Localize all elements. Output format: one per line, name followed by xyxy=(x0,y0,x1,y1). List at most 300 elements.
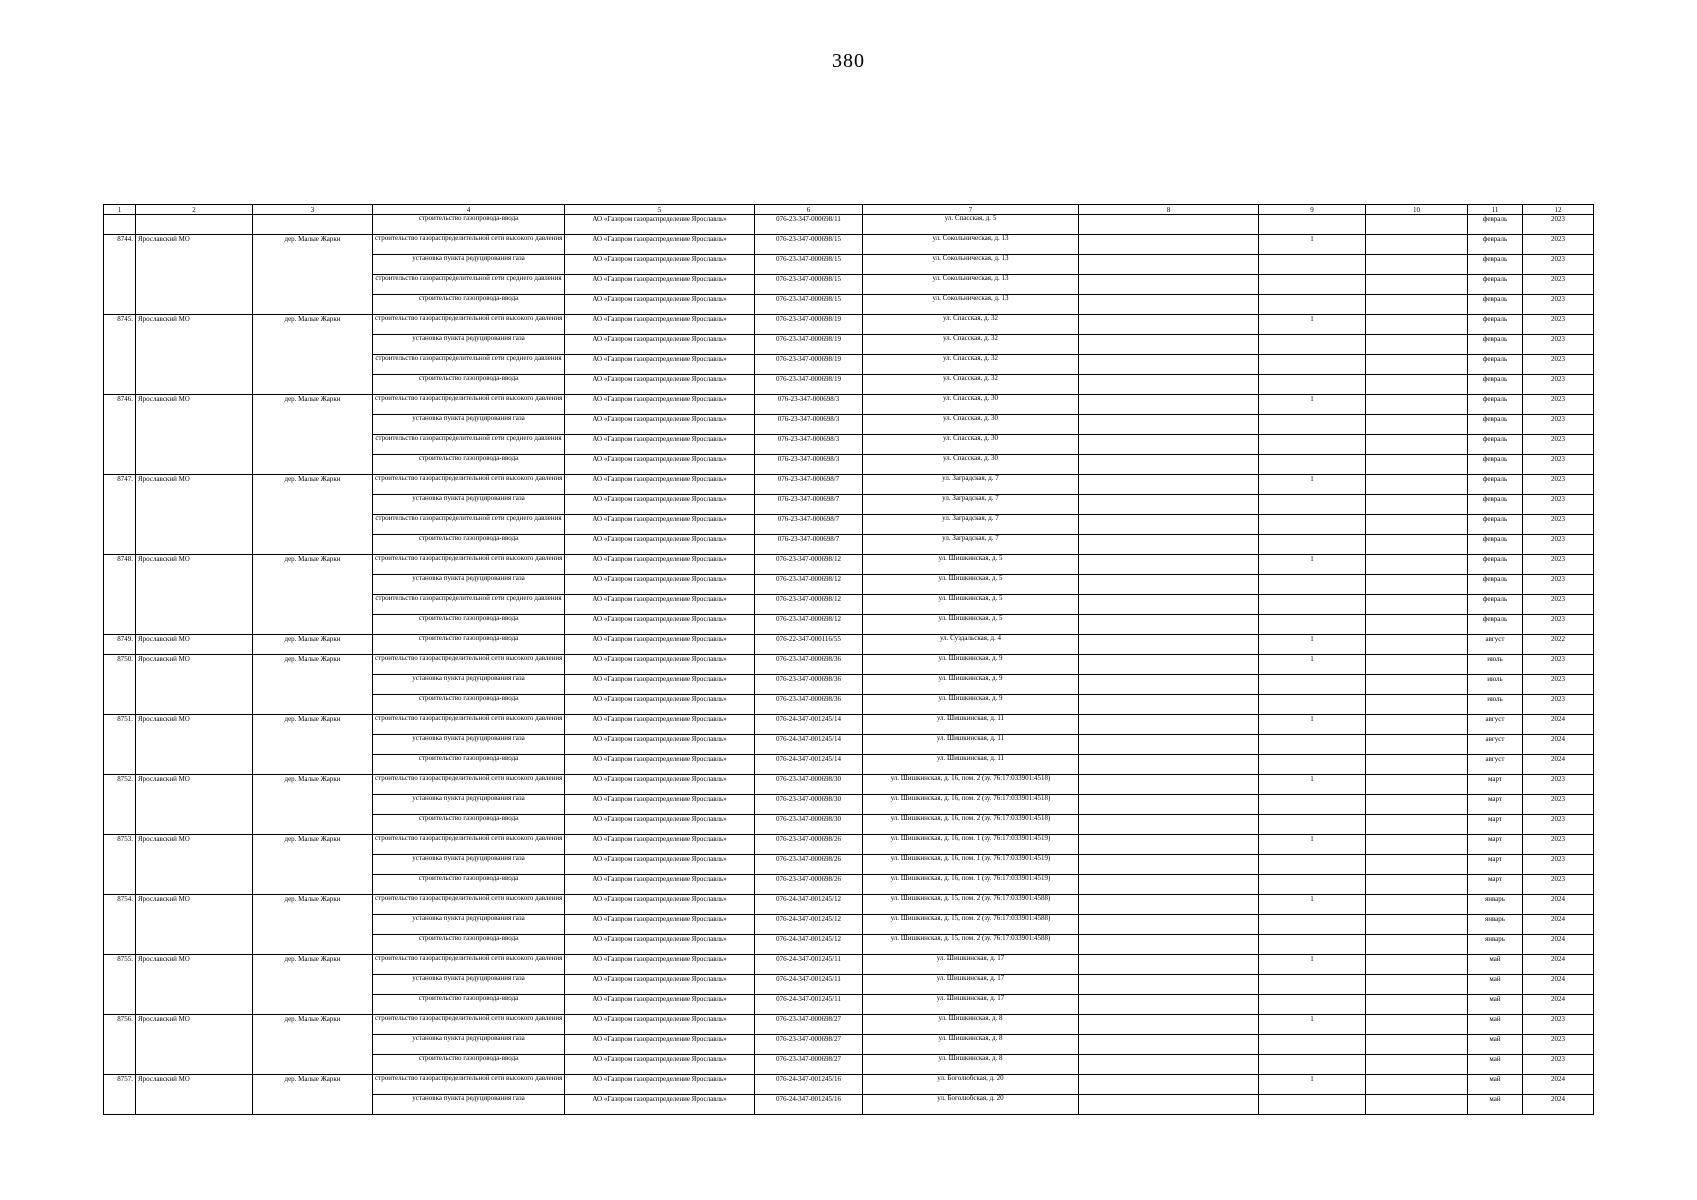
quantity-cell xyxy=(1259,275,1366,295)
year-cell: 2023 xyxy=(1523,495,1594,515)
row-number: 8755. xyxy=(104,955,136,1015)
year-cell: 2024 xyxy=(1523,915,1594,935)
contract-number-cell: 076-24-347-001245/14 xyxy=(755,755,863,775)
work-type-cell: установка пункта редуцирования газа xyxy=(373,1035,565,1055)
column-10-cell xyxy=(1366,955,1468,975)
column-8-cell xyxy=(1079,435,1259,455)
month-cell: февраль xyxy=(1468,415,1523,435)
organization-cell: АО «Газпром газораспределение Ярославль» xyxy=(565,1035,755,1055)
quantity-cell xyxy=(1259,615,1366,635)
column-8-cell xyxy=(1079,855,1259,875)
page-number: 380 xyxy=(832,50,865,72)
address-cell: ул. Боголюбская, д. 20 xyxy=(863,1095,1079,1115)
address-cell: ул. Шишкинская, д. 11 xyxy=(863,735,1079,755)
address-cell: ул. Шишкинская, д. 17 xyxy=(863,995,1079,1015)
column-header-6: 6 xyxy=(755,205,863,215)
column-10-cell xyxy=(1366,995,1468,1015)
organization-cell: АО «Газпром газораспределение Ярославль» xyxy=(565,315,755,335)
quantity-cell xyxy=(1259,435,1366,455)
column-10-cell xyxy=(1366,255,1468,275)
organization-cell: АО «Газпром газораспределение Ярославль» xyxy=(565,215,755,235)
year-cell: 2023 xyxy=(1523,395,1594,415)
contract-number-cell: 076-24-347-001245/12 xyxy=(755,895,863,915)
year-cell: 2023 xyxy=(1523,475,1594,495)
column-8-cell xyxy=(1079,295,1259,315)
quantity-cell: 1 xyxy=(1259,655,1366,675)
row-number: 8746. xyxy=(104,395,136,475)
column-8-cell xyxy=(1079,215,1259,235)
column-10-cell xyxy=(1366,275,1468,295)
month-cell: февраль xyxy=(1468,535,1523,555)
month-cell: август xyxy=(1468,715,1523,735)
address-cell: ул. Спасская, д. 30 xyxy=(863,395,1079,415)
work-type-cell: строительство газопровода-ввода xyxy=(373,695,565,715)
year-cell: 2023 xyxy=(1523,1035,1594,1055)
column-header-12: 12 xyxy=(1523,205,1594,215)
settlement-cell: дер. Малые Жарки xyxy=(253,775,373,835)
year-cell: 2023 xyxy=(1523,835,1594,855)
column-8-cell xyxy=(1079,715,1259,735)
column-10-cell xyxy=(1366,835,1468,855)
work-type-cell: строительство газораспределительной сети среднего давления xyxy=(373,275,565,295)
month-cell: май xyxy=(1468,1015,1523,1035)
year-cell: 2023 xyxy=(1523,775,1594,795)
row-number: 8757. xyxy=(104,1075,136,1115)
column-header-11: 11 xyxy=(1468,205,1523,215)
year-cell: 2023 xyxy=(1523,295,1594,315)
work-type-cell: строительство газопровода-ввода xyxy=(373,1055,565,1075)
address-cell: ул. Шишкинская, д. 8 xyxy=(863,1035,1079,1055)
quantity-cell xyxy=(1259,515,1366,535)
address-cell: ул. Шишкинская, д. 16, пом. 1 (зу. 76:17:033901:4519) xyxy=(863,835,1079,855)
address-cell: ул. Шишкинская, д. 16, пом. 1 (зу. 76:17:033901:4519) xyxy=(863,855,1079,875)
column-10-cell xyxy=(1366,1095,1468,1115)
address-cell: ул. Сокольническая, д. 13 xyxy=(863,255,1079,275)
row-number xyxy=(104,215,136,235)
table-row xyxy=(104,635,1594,655)
contract-number-cell: 076-23-347-000698/26 xyxy=(755,855,863,875)
work-type-cell: строительство газопровода-ввода xyxy=(373,935,565,955)
year-cell: 2023 xyxy=(1523,855,1594,875)
organization-cell: АО «Газпром газораспределение Ярославль» xyxy=(565,915,755,935)
table-row xyxy=(104,555,1594,575)
year-cell: 2023 xyxy=(1523,575,1594,595)
work-type-cell: строительство газораспределительной сети среднего давления xyxy=(373,515,565,535)
address-cell: ул. Шишкинская, д. 11 xyxy=(863,715,1079,735)
work-type-cell: строительство газораспределительной сети высокого давления xyxy=(373,1075,565,1095)
work-type-cell: строительство газопровода-ввода xyxy=(373,215,565,235)
year-cell: 2023 xyxy=(1523,235,1594,255)
column-8-cell xyxy=(1079,755,1259,775)
organization-cell: АО «Газпром газораспределение Ярославль» xyxy=(565,235,755,255)
contract-number-cell: 076-24-347-001245/11 xyxy=(755,975,863,995)
quantity-cell: 1 xyxy=(1259,955,1366,975)
year-cell: 2024 xyxy=(1523,715,1594,735)
address-cell: ул. Спасская, д. 32 xyxy=(863,355,1079,375)
quantity-cell xyxy=(1259,755,1366,775)
table-row xyxy=(104,475,1594,495)
work-type-cell: установка пункта редуцирования газа xyxy=(373,675,565,695)
organization-cell: АО «Газпром газораспределение Ярославль» xyxy=(565,455,755,475)
column-8-cell xyxy=(1079,1055,1259,1075)
contract-number-cell: 076-23-347-000698/12 xyxy=(755,595,863,615)
quantity-cell xyxy=(1259,455,1366,475)
month-cell: май xyxy=(1468,1035,1523,1055)
column-8-cell xyxy=(1079,475,1259,495)
address-cell: ул. Шишкинская, д. 16, пом. 2 (зу. 76:17:033901:4518) xyxy=(863,815,1079,835)
month-cell: май xyxy=(1468,955,1523,975)
address-cell: ул. Боголюбская, д. 20 xyxy=(863,1075,1079,1095)
contract-number-cell: 076-23-347-000698/30 xyxy=(755,815,863,835)
column-8-cell xyxy=(1079,275,1259,295)
column-10-cell xyxy=(1366,335,1468,355)
district-cell: Ярославский МО xyxy=(136,315,253,395)
contract-number-cell: 076-23-347-000698/12 xyxy=(755,575,863,595)
work-type-cell: строительство газораспределительной сети высокого давления xyxy=(373,235,565,255)
month-cell: июль xyxy=(1468,675,1523,695)
work-type-cell: установка пункта редуцирования газа xyxy=(373,415,565,435)
contract-number-cell: 076-23-347-000698/15 xyxy=(755,295,863,315)
quantity-cell xyxy=(1259,1035,1366,1055)
contract-number-cell: 076-23-347-000698/7 xyxy=(755,475,863,495)
month-cell: февраль xyxy=(1468,215,1523,235)
contract-number-cell: 076-24-347-001245/14 xyxy=(755,735,863,755)
row-number: 8747. xyxy=(104,475,136,555)
year-cell: 2023 xyxy=(1523,875,1594,895)
column-8-cell xyxy=(1079,395,1259,415)
district-cell: Ярославский МО xyxy=(136,895,253,955)
month-cell: май xyxy=(1468,975,1523,995)
organization-cell: АО «Газпром газораспределение Ярославль» xyxy=(565,355,755,375)
quantity-cell xyxy=(1259,535,1366,555)
work-type-cell: установка пункта редуцирования газа xyxy=(373,795,565,815)
district-cell: Ярославский МО xyxy=(136,395,253,475)
organization-cell: АО «Газпром газораспределение Ярославль» xyxy=(565,735,755,755)
header-row xyxy=(104,205,1594,215)
column-8-cell xyxy=(1079,735,1259,755)
work-type-cell: установка пункта редуцирования газа xyxy=(373,1095,565,1115)
year-cell: 2023 xyxy=(1523,535,1594,555)
row-number: 8744. xyxy=(104,235,136,315)
column-header-1: 1 xyxy=(104,205,136,215)
work-type-cell: установка пункта редуцирования газа xyxy=(373,915,565,935)
column-8-cell xyxy=(1079,815,1259,835)
column-8-cell xyxy=(1079,875,1259,895)
organization-cell: АО «Газпром газораспределение Ярославль» xyxy=(565,295,755,315)
year-cell: 2023 xyxy=(1523,515,1594,535)
column-10-cell xyxy=(1366,595,1468,615)
district-cell: Ярославский МО xyxy=(136,555,253,635)
work-type-cell: строительство газопровода-ввода xyxy=(373,815,565,835)
district-cell: Ярославский МО xyxy=(136,835,253,895)
column-header-3: 3 xyxy=(253,205,373,215)
row-number: 8753. xyxy=(104,835,136,895)
column-10-cell xyxy=(1366,615,1468,635)
column-8-cell xyxy=(1079,495,1259,515)
contract-number-cell: 076-23-347-000698/12 xyxy=(755,615,863,635)
address-cell: ул. Шишкинская, д. 17 xyxy=(863,975,1079,995)
contract-number-cell: 076-23-347-000698/7 xyxy=(755,535,863,555)
year-cell: 2023 xyxy=(1523,595,1594,615)
address-cell: ул. Спасская, д. 30 xyxy=(863,435,1079,455)
district-cell: Ярославский МО xyxy=(136,1015,253,1075)
month-cell: февраль xyxy=(1468,575,1523,595)
address-cell: ул. Спасская, д. 30 xyxy=(863,415,1079,435)
address-cell: ул. Шишкинская, д. 11 xyxy=(863,755,1079,775)
month-cell: февраль xyxy=(1468,475,1523,495)
year-cell: 2023 xyxy=(1523,255,1594,275)
table-body xyxy=(104,215,1594,1115)
month-cell: февраль xyxy=(1468,355,1523,375)
year-cell: 2023 xyxy=(1523,555,1594,575)
organization-cell: АО «Газпром газораспределение Ярославль» xyxy=(565,535,755,555)
column-10-cell xyxy=(1366,475,1468,495)
column-10-cell xyxy=(1366,575,1468,595)
quantity-cell xyxy=(1259,815,1366,835)
month-cell: май xyxy=(1468,1075,1523,1095)
organization-cell: АО «Газпром газораспределение Ярославль» xyxy=(565,935,755,955)
work-type-cell: строительство газопровода-ввода xyxy=(373,295,565,315)
column-header-10: 10 xyxy=(1366,205,1468,215)
column-8-cell xyxy=(1079,415,1259,435)
column-10-cell xyxy=(1366,535,1468,555)
address-cell: ул. Шишкинская, д. 16, пом. 1 (зу. 76:17:033901:4519) xyxy=(863,875,1079,895)
month-cell: февраль xyxy=(1468,615,1523,635)
column-10-cell xyxy=(1366,235,1468,255)
year-cell: 2023 xyxy=(1523,275,1594,295)
organization-cell: АО «Газпром газораспределение Ярославль» xyxy=(565,555,755,575)
address-cell: ул. Спасская, д. 32 xyxy=(863,335,1079,355)
quantity-cell: 1 xyxy=(1259,235,1366,255)
year-cell: 2024 xyxy=(1523,995,1594,1015)
work-type-cell: строительство газораспределительной сети среднего давления xyxy=(373,435,565,455)
district-cell xyxy=(136,215,253,235)
work-type-cell: установка пункта редуцирования газа xyxy=(373,335,565,355)
organization-cell: АО «Газпром газораспределение Ярославль» xyxy=(565,615,755,635)
organization-cell: АО «Газпром газораспределение Ярославль» xyxy=(565,415,755,435)
column-10-cell xyxy=(1366,1035,1468,1055)
contract-number-cell: 076-24-347-001245/14 xyxy=(755,715,863,735)
address-cell: ул. Шишкинская, д. 9 xyxy=(863,675,1079,695)
table-row xyxy=(104,715,1594,735)
settlement-cell: дер. Малые Жарки xyxy=(253,715,373,775)
year-cell: 2023 xyxy=(1523,795,1594,815)
contract-number-cell: 076-23-347-000698/15 xyxy=(755,255,863,275)
quantity-cell xyxy=(1259,795,1366,815)
district-cell: Ярославский МО xyxy=(136,655,253,715)
column-10-cell xyxy=(1366,395,1468,415)
organization-cell: АО «Газпром газораспределение Ярославль» xyxy=(565,795,755,815)
column-10-cell xyxy=(1366,935,1468,955)
contract-number-cell: 076-23-347-000698/7 xyxy=(755,495,863,515)
column-8-cell xyxy=(1079,695,1259,715)
column-8-cell xyxy=(1079,895,1259,915)
register-table xyxy=(103,204,1594,1115)
quantity-cell: 1 xyxy=(1259,775,1366,795)
year-cell: 2024 xyxy=(1523,1095,1594,1115)
column-10-cell xyxy=(1366,915,1468,935)
quantity-cell: 1 xyxy=(1259,635,1366,655)
quantity-cell xyxy=(1259,415,1366,435)
settlement-cell: дер. Малые Жарки xyxy=(253,655,373,715)
column-10-cell xyxy=(1366,555,1468,575)
month-cell: февраль xyxy=(1468,495,1523,515)
quantity-cell xyxy=(1259,915,1366,935)
organization-cell: АО «Газпром газораспределение Ярославль» xyxy=(565,1015,755,1035)
column-header-7: 7 xyxy=(863,205,1079,215)
settlement-cell: дер. Малые Жарки xyxy=(253,555,373,635)
year-cell: 2023 xyxy=(1523,375,1594,395)
organization-cell: АО «Газпром газораспределение Ярославль» xyxy=(565,855,755,875)
quantity-cell: 1 xyxy=(1259,835,1366,855)
organization-cell: АО «Газпром газораспределение Ярославль» xyxy=(565,835,755,855)
column-10-cell xyxy=(1366,415,1468,435)
work-type-cell: установка пункта редуцирования газа xyxy=(373,735,565,755)
contract-number-cell: 076-24-347-001245/12 xyxy=(755,915,863,935)
address-cell: ул. Спасская, д. 30 xyxy=(863,455,1079,475)
organization-cell: АО «Газпром газораспределение Ярославль» xyxy=(565,495,755,515)
year-cell: 2022 xyxy=(1523,635,1594,655)
contract-number-cell: 076-23-347-000698/26 xyxy=(755,875,863,895)
column-8-cell xyxy=(1079,555,1259,575)
year-cell: 2023 xyxy=(1523,455,1594,475)
quantity-cell xyxy=(1259,995,1366,1015)
quantity-cell xyxy=(1259,875,1366,895)
address-cell: ул. Заградская, д. 7 xyxy=(863,515,1079,535)
column-10-cell xyxy=(1366,1015,1468,1035)
month-cell: февраль xyxy=(1468,395,1523,415)
work-type-cell: строительство газораспределительной сети высокого давления xyxy=(373,715,565,735)
contract-number-cell: 076-22-347-000116/55 xyxy=(755,635,863,655)
quantity-cell xyxy=(1259,355,1366,375)
work-type-cell: строительство газопровода-ввода xyxy=(373,995,565,1015)
address-cell: ул. Шишкинская, д. 9 xyxy=(863,695,1079,715)
work-type-cell: строительство газораспределительной сети среднего давления xyxy=(373,355,565,375)
column-8-cell xyxy=(1079,375,1259,395)
column-10-cell xyxy=(1366,735,1468,755)
year-cell: 2023 xyxy=(1523,1055,1594,1075)
work-type-cell: строительство газораспределительной сети высокого давления xyxy=(373,555,565,575)
organization-cell: АО «Газпром газораспределение Ярославль» xyxy=(565,1075,755,1095)
contract-number-cell: 076-23-347-000698/30 xyxy=(755,795,863,815)
organization-cell: АО «Газпром газораспределение Ярославль» xyxy=(565,515,755,535)
organization-cell: АО «Газпром газораспределение Ярославль» xyxy=(565,975,755,995)
column-10-cell xyxy=(1366,855,1468,875)
organization-cell: АО «Газпром газораспределение Ярославль» xyxy=(565,475,755,495)
organization-cell: АО «Газпром газораспределение Ярославль» xyxy=(565,435,755,455)
column-8-cell xyxy=(1079,315,1259,335)
month-cell: февраль xyxy=(1468,275,1523,295)
column-8-cell xyxy=(1079,995,1259,1015)
month-cell: март xyxy=(1468,875,1523,895)
quantity-cell: 1 xyxy=(1259,555,1366,575)
quantity-cell xyxy=(1259,1095,1366,1115)
year-cell: 2024 xyxy=(1523,955,1594,975)
district-cell: Ярославский МО xyxy=(136,635,253,655)
settlement-cell: дер. Малые Жарки xyxy=(253,315,373,395)
contract-number-cell: 076-23-347-000698/19 xyxy=(755,355,863,375)
column-header-9: 9 xyxy=(1259,205,1366,215)
organization-cell: АО «Газпром газораспределение Ярославль» xyxy=(565,655,755,675)
column-8-cell xyxy=(1079,935,1259,955)
table-row xyxy=(104,1015,1594,1035)
month-cell: март xyxy=(1468,775,1523,795)
organization-cell: АО «Газпром газораспределение Ярославль» xyxy=(565,595,755,615)
column-8-cell xyxy=(1079,655,1259,675)
column-8-cell xyxy=(1079,535,1259,555)
column-10-cell xyxy=(1366,515,1468,535)
column-10-cell xyxy=(1366,675,1468,695)
contract-number-cell: 076-23-347-000698/3 xyxy=(755,435,863,455)
organization-cell: АО «Газпром газораспределение Ярославль» xyxy=(565,675,755,695)
column-10-cell xyxy=(1366,875,1468,895)
address-cell: ул. Шишкинская, д. 16, пом. 2 (зу. 76:17:033901:4518) xyxy=(863,795,1079,815)
contract-number-cell: 076-23-347-000698/12 xyxy=(755,555,863,575)
column-8-cell xyxy=(1079,675,1259,695)
month-cell: февраль xyxy=(1468,515,1523,535)
contract-number-cell: 076-24-347-001245/16 xyxy=(755,1075,863,1095)
table-row xyxy=(104,655,1594,675)
column-8-cell xyxy=(1079,1015,1259,1035)
column-10-cell xyxy=(1366,375,1468,395)
contract-number-cell: 076-23-347-000698/36 xyxy=(755,695,863,715)
table-row xyxy=(104,235,1594,255)
settlement-cell: дер. Малые Жарки xyxy=(253,1015,373,1075)
column-8-cell xyxy=(1079,635,1259,655)
organization-cell: АО «Газпром газораспределение Ярославль» xyxy=(565,575,755,595)
month-cell: июль xyxy=(1468,655,1523,675)
quantity-cell xyxy=(1259,255,1366,275)
year-cell: 2023 xyxy=(1523,355,1594,375)
work-type-cell: строительство газопровода-ввода xyxy=(373,455,565,475)
district-cell: Ярославский МО xyxy=(136,475,253,555)
month-cell: февраль xyxy=(1468,315,1523,335)
contract-number-cell: 076-23-347-000698/7 xyxy=(755,515,863,535)
address-cell: ул. Шишкинская, д. 16, пом. 2 (зу. 76:17:033901:4518) xyxy=(863,775,1079,795)
month-cell: февраль xyxy=(1468,255,1523,275)
column-8-cell xyxy=(1079,515,1259,535)
month-cell: март xyxy=(1468,855,1523,875)
contract-number-cell: 076-23-347-000698/27 xyxy=(755,1015,863,1035)
column-header-8: 8 xyxy=(1079,205,1259,215)
address-cell: ул. Суздальская, д. 4 xyxy=(863,635,1079,655)
column-10-cell xyxy=(1366,715,1468,735)
address-cell: ул. Спасская, д. 32 xyxy=(863,375,1079,395)
settlement-cell: дер. Малые Жарки xyxy=(253,895,373,955)
quantity-cell xyxy=(1259,855,1366,875)
month-cell: март xyxy=(1468,835,1523,855)
column-header-4: 4 xyxy=(373,205,565,215)
column-8-cell xyxy=(1079,335,1259,355)
year-cell: 2023 xyxy=(1523,655,1594,675)
year-cell: 2023 xyxy=(1523,695,1594,715)
column-10-cell xyxy=(1366,495,1468,515)
settlement-cell: дер. Малые Жарки xyxy=(253,235,373,315)
table-row xyxy=(104,395,1594,415)
column-8-cell xyxy=(1079,975,1259,995)
contract-number-cell: 076-23-347-000698/36 xyxy=(755,655,863,675)
column-8-cell xyxy=(1079,915,1259,935)
district-cell: Ярославский МО xyxy=(136,715,253,775)
column-8-cell xyxy=(1079,1075,1259,1095)
address-cell: ул. Шишкинская, д. 15, пом. 2 (зу. 76:17:033901:4588) xyxy=(863,935,1079,955)
table-row xyxy=(104,775,1594,795)
address-cell: ул. Заградская, д. 7 xyxy=(863,495,1079,515)
column-8-cell xyxy=(1079,595,1259,615)
month-cell: январь xyxy=(1468,915,1523,935)
column-8-cell xyxy=(1079,575,1259,595)
settlement-cell: дер. Малые Жарки xyxy=(253,1075,373,1115)
